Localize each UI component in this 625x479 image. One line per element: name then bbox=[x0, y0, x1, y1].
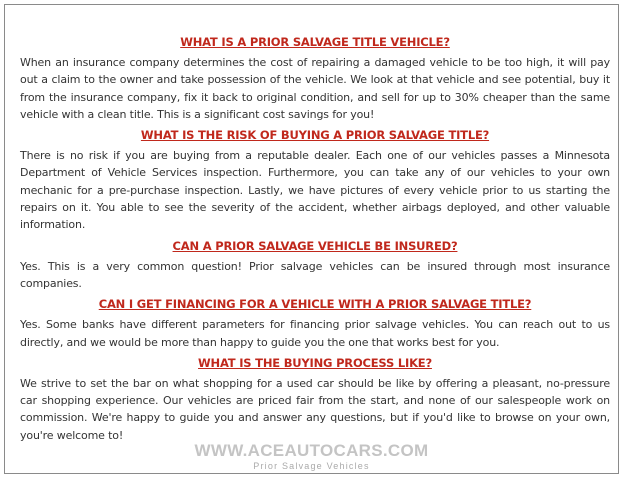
faq-item-insured bbox=[20, 239, 610, 293]
tagline-watermark: Prior Salvage Vehicles bbox=[253, 461, 370, 471]
faq-list bbox=[20, 35, 610, 449]
faq-panel bbox=[4, 4, 619, 474]
faq-answer: Yes. This is a very common question! Prior salvage vehicles can be insured through most insurance companies. bbox=[20, 259, 610, 290]
faq-question[interactable]: WHAT IS THE BUYING PROCESS LIKE? bbox=[198, 355, 432, 370]
faq-answer: There is no risk if you are buying from a reputable dealer. Each one of our vehicles passes a Minnesota Department of Vehicle Services inspection. Furthermore, you can take any of our vehicles to your own mechanic for a pre-purchase inspection. Lastly, we have pictures of every vehicle prior to us starting the repairs on it. You able to see the severity of the accident, whether airbags deployed, and other valuable information. bbox=[20, 149, 610, 232]
faq-item-buying-process bbox=[20, 356, 610, 444]
faq-question[interactable]: CAN A PRIOR SALVAGE VEHICLE BE INSURED? bbox=[172, 238, 458, 253]
watermark-footer bbox=[5, 441, 618, 472]
faq-question[interactable]: WHAT IS A PRIOR SALVAGE TITLE VEHICLE? bbox=[180, 35, 450, 49]
faq-answer: We strive to set the bar on what shopping for a used car should be like by offering a pleasant, no-pressure car shopping experience. Our vehicles are priced fair from the start, and none of our salespeople work on commission. We're happy to guide you and answer any questions, but if you'd like to browse on your own, you're welcome to! bbox=[20, 376, 610, 442]
faq-question[interactable]: CAN I GET FINANCING FOR A VEHICLE WITH A PRIOR SALVAGE TITLE? bbox=[98, 297, 532, 312]
faq-answer: Yes. Some banks have different parameters for financing prior salvage vehicles. You can reach out to us directly, and we would be more than happy to guide you the one that works best for you. bbox=[20, 318, 610, 349]
faq-item-financing bbox=[20, 297, 610, 351]
website-watermark: WWW.ACEAUTOCARS.COM bbox=[194, 441, 429, 460]
faq-answer: When an insurance company determines the cost of repairing a damaged vehicle to be too high, it will pay out a claim to the owner and take possession of the vehicle. We look at that vehicle and see potential, buy it from the insurance company, fix it back to original condition, and sell for up to 30% cheaper than the same vehicle with a clean title. This is a significant cost savings for you! bbox=[20, 56, 610, 121]
faq-item-risk bbox=[20, 128, 610, 233]
faq-question[interactable]: WHAT IS THE RISK OF BUYING A PRIOR SALVAGE TITLE? bbox=[140, 128, 490, 143]
faq-item-salvage-title bbox=[20, 35, 610, 123]
